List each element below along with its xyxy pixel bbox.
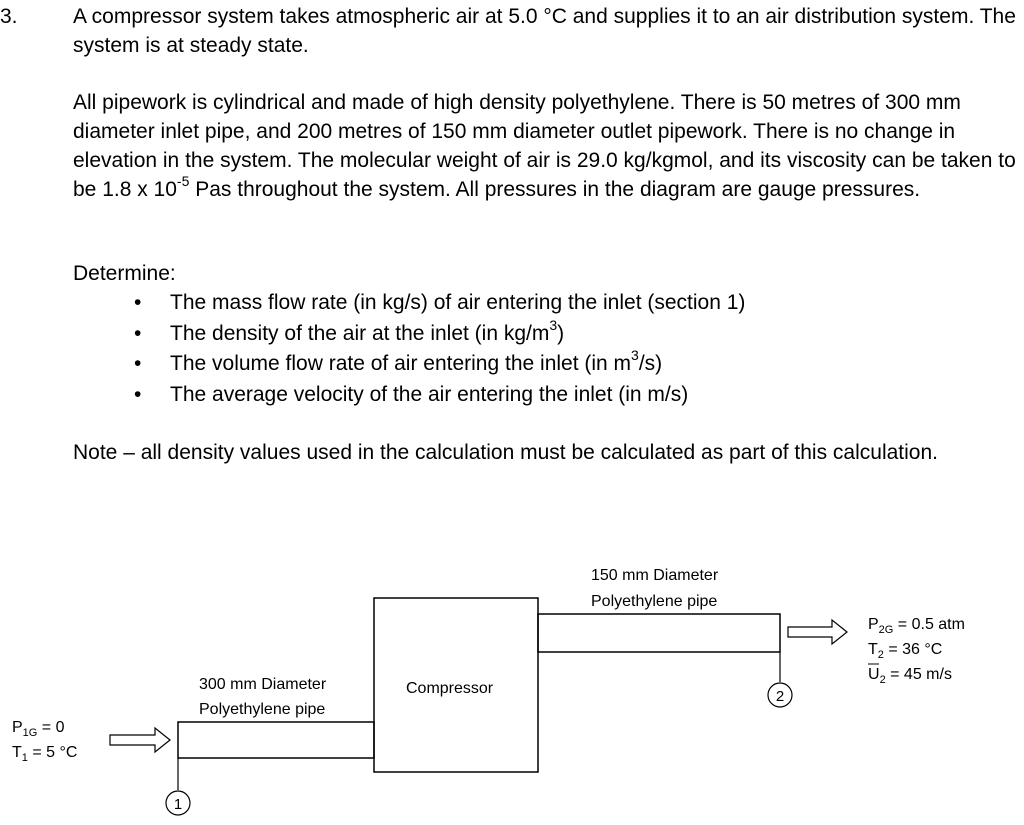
list-item bbox=[134, 380, 745, 411]
list-item-text: The mass flow rate (in kg/s) of air entering the inlet (section 1) bbox=[170, 291, 746, 314]
list-item bbox=[134, 316, 745, 350]
bullet-icon: • bbox=[134, 291, 142, 314]
outlet-temperature: $T_2 = 36$ °C bbox=[868, 641, 943, 661]
inlet-pipe-label-line1: 300 mm Diameter bbox=[199, 676, 327, 693]
determine-list bbox=[134, 288, 746, 410]
description-text-end: Pas throughout the system. All pressures in the diagram are gauge pressures. bbox=[189, 178, 921, 201]
inlet-temperature: $T_1 = 5$ °C bbox=[12, 744, 78, 764]
description-text: All pipework is cylindrical and made of high density polyethylene. There is 50 metres of 300 mm diameter inlet pipe, and 200 metres of 150 mm diameter outlet pipework. There is no change in elevation in the system. The molecular weight of air is 29.0 kg/kgmol, and its viscosity can be taken to be 1.8 x 10 bbox=[73, 91, 1016, 201]
outlet-pressure: $P_{2G} = 0.5$ atm bbox=[868, 616, 965, 636]
outlet-pipe-label-line1: 150 mm Diameter bbox=[591, 567, 719, 584]
description-paragraph bbox=[73, 88, 1018, 204]
section2-label: 2 bbox=[775, 688, 785, 705]
compressor-diagram bbox=[0, 540, 1024, 825]
inlet-pipe-label-line2: Polyethylene pipe bbox=[199, 701, 326, 718]
list-item bbox=[134, 347, 745, 380]
bullet-icon: • bbox=[134, 321, 142, 345]
bullet-icon: • bbox=[134, 382, 142, 406]
section1-label: 1 bbox=[173, 796, 183, 813]
outlet-velocity: $U_2 = 45$ m/s bbox=[868, 666, 952, 686]
compressor-label: Compressor bbox=[406, 680, 494, 697]
list-item-text-end: /s) bbox=[638, 352, 663, 375]
determine-label: Determine: bbox=[73, 262, 176, 285]
list-item-text: The volume flow rate of air entering the inlet (in m bbox=[170, 352, 632, 375]
unit-superscript: 3 bbox=[631, 347, 639, 363]
unit-superscript: 3 bbox=[549, 316, 558, 333]
outlet-flow-arrow-icon bbox=[788, 620, 847, 644]
outlet-pipe-label-line2: Polyethylene pipe bbox=[591, 593, 718, 610]
list-item-text: The average velocity of the air entering the inlet (in m/s) bbox=[170, 382, 689, 406]
viscosity-exponent: -5 bbox=[176, 173, 190, 189]
list-item bbox=[134, 288, 746, 319]
inlet-pipe bbox=[178, 722, 374, 758]
inlet-flow-arrow-icon bbox=[110, 728, 170, 752]
bullet-icon: • bbox=[134, 352, 142, 375]
list-item-text: The density of the air at the inlet (in kg/m bbox=[170, 321, 550, 345]
note-paragraph: Note – all density values used in the calculation must be calculated as part of this calculation. bbox=[73, 441, 938, 464]
intro-paragraph: A compressor system takes atmospheric air at 5.0 °C and supplies it to an air distribution system. The system is at steady state. bbox=[73, 5, 1016, 57]
outlet-pipe bbox=[538, 614, 780, 652]
list-item-text-end: ) bbox=[557, 321, 565, 345]
question-number: 3. bbox=[0, 5, 18, 28]
inlet-pressure: $P_{1G} = 0$ bbox=[12, 719, 65, 739]
